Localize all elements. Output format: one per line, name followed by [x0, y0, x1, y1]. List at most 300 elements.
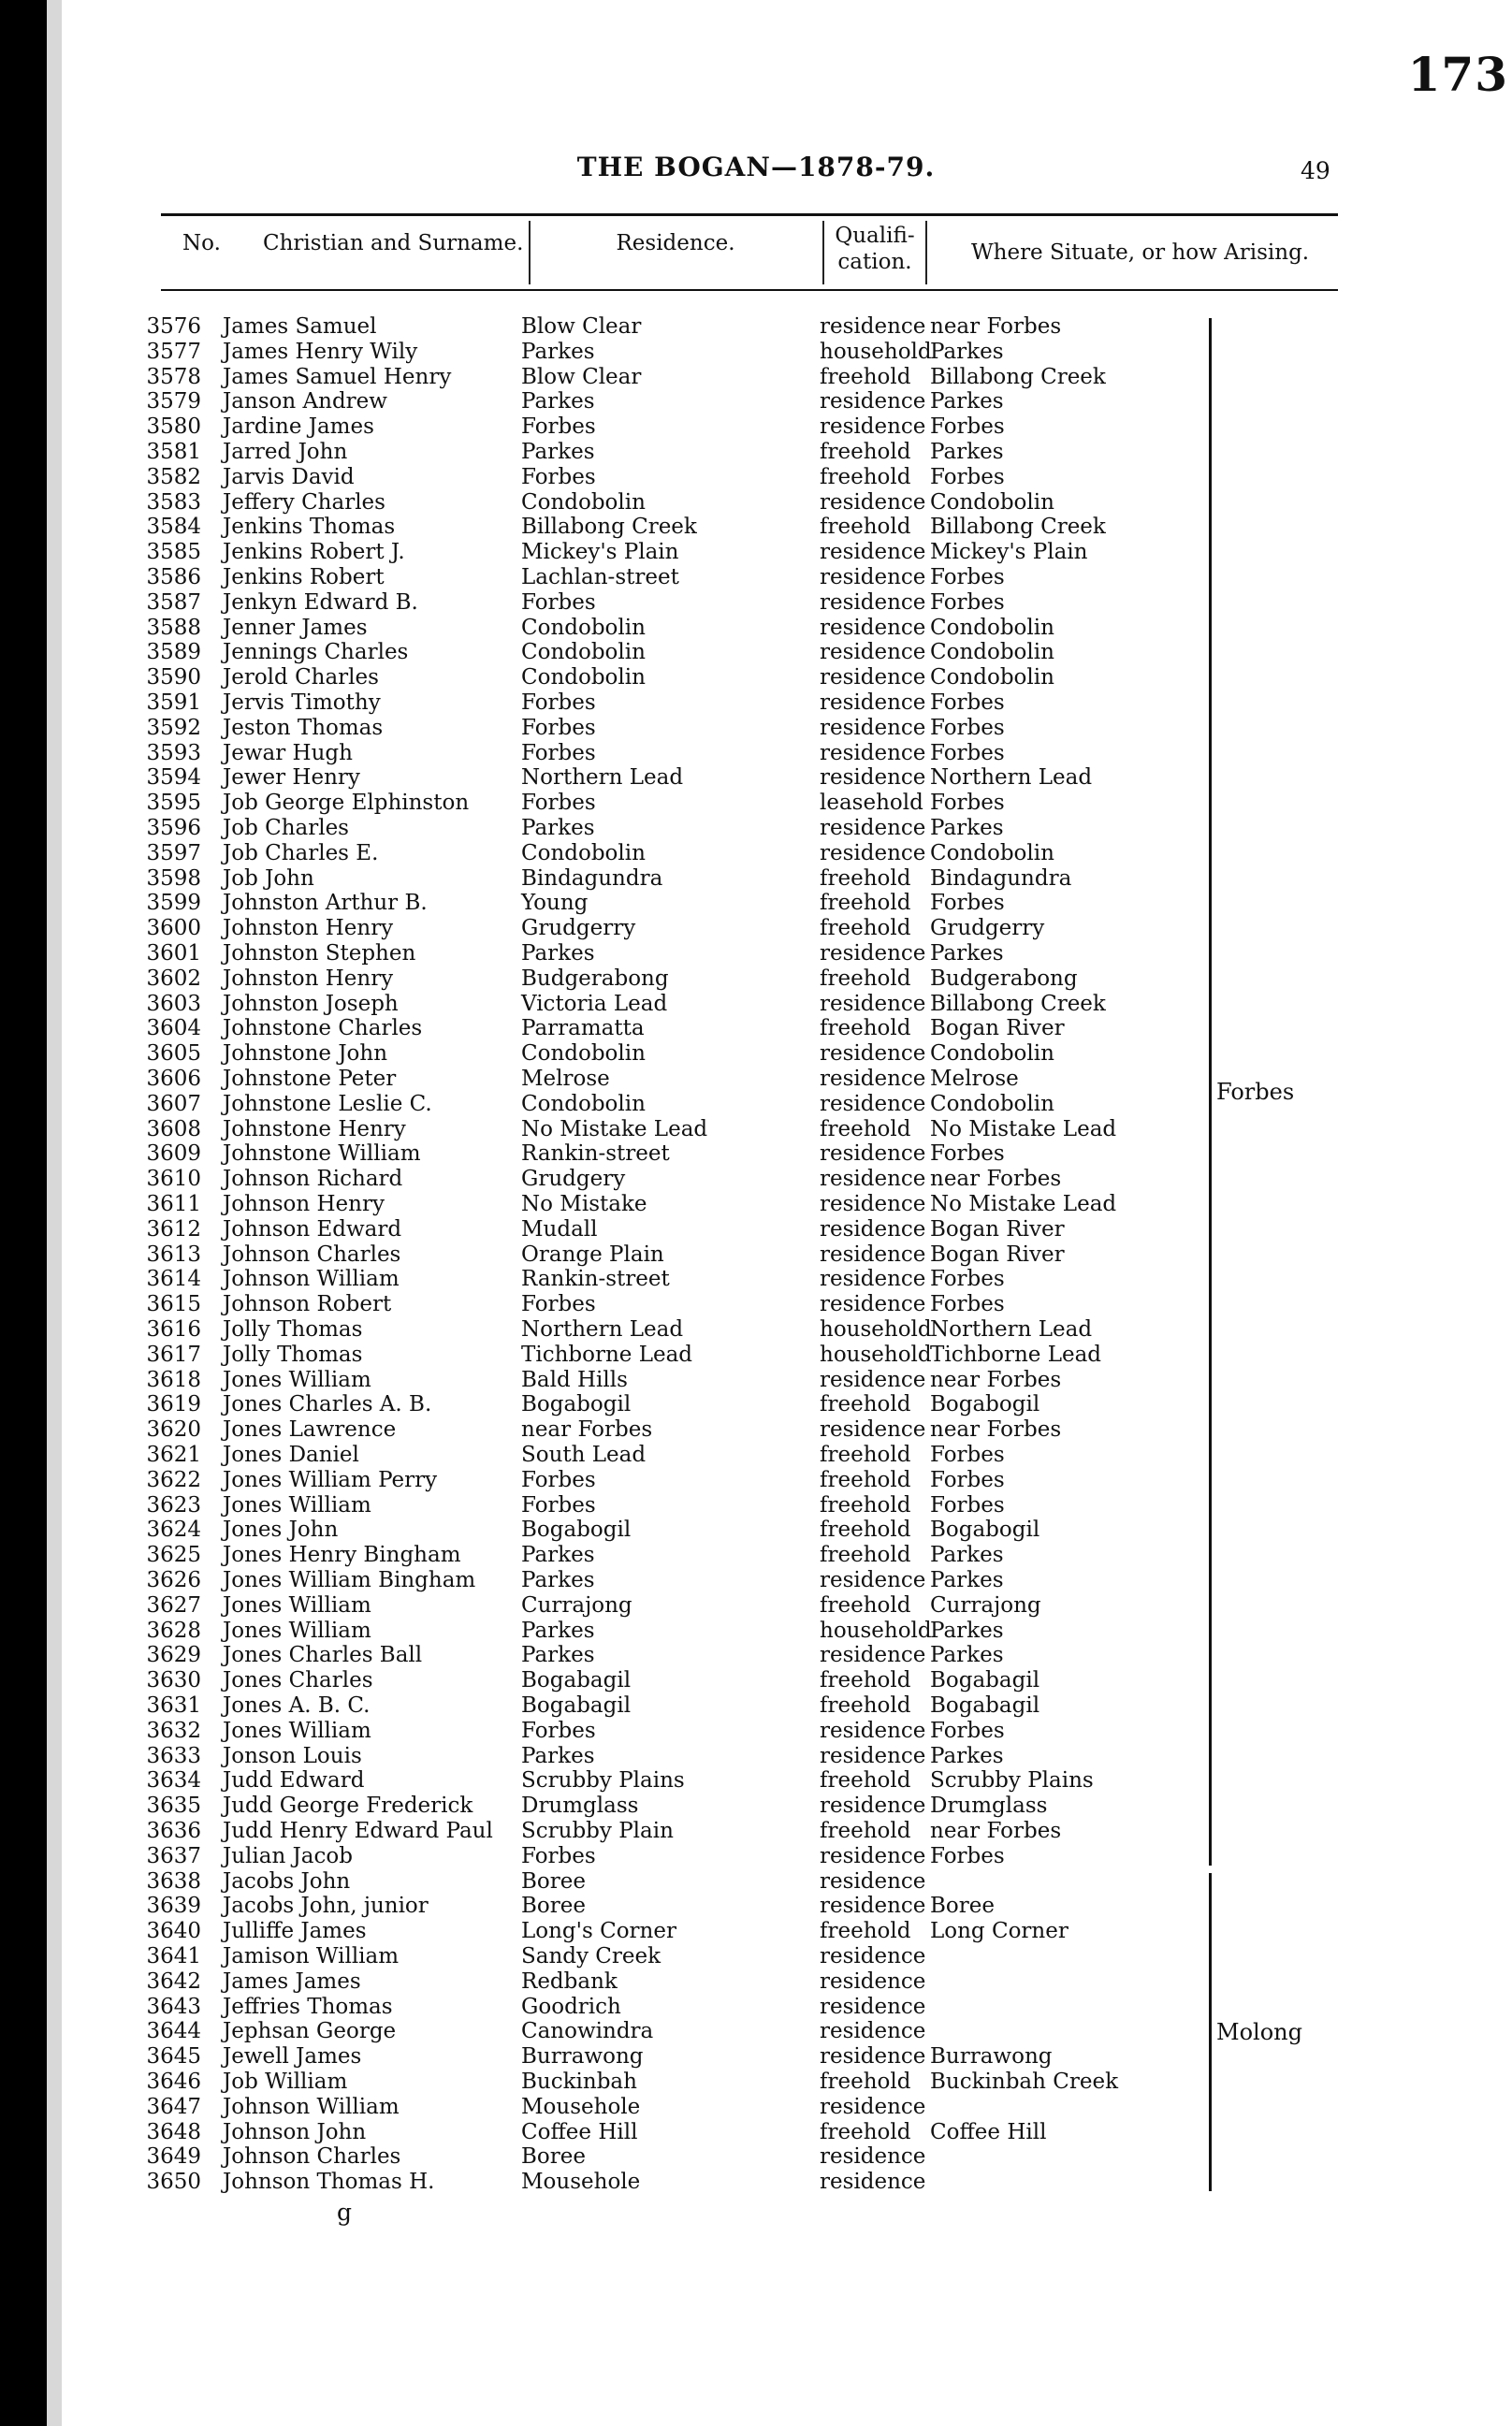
entry-where: Bogan River [930, 1016, 1065, 1041]
table-row [0, 540, 1512, 565]
entry-name: Jenkins Thomas [223, 515, 396, 540]
entry-name: Jonson Louis [223, 1743, 362, 1768]
table-row [0, 665, 1512, 690]
entry-where: Forbes [930, 791, 1005, 816]
entry-where: Condobolin [930, 640, 1054, 665]
entry-where: Condobolin [930, 665, 1054, 690]
table-row [0, 515, 1512, 540]
entry-number: 3625 [146, 1543, 201, 1568]
entry-residence: Coffee Hill [521, 2119, 638, 2144]
table-row [0, 1392, 1512, 1417]
entry-residence: Parkes [521, 941, 595, 966]
entry-name: Jones William [223, 1618, 371, 1643]
entry-qualification: household [820, 1342, 932, 1367]
entry-name: Johnson Edward [223, 1216, 402, 1242]
entry-qualification: residence [820, 1192, 926, 1216]
entry-number: 3585 [146, 540, 201, 565]
entry-qualification: freehold [820, 464, 911, 489]
table-row [0, 1995, 1512, 2020]
entry-where: Bogan River [930, 1242, 1065, 1267]
entry-name: Johnson William [223, 1267, 400, 1292]
entry-number: 3619 [146, 1392, 201, 1417]
entry-name: James Henry Wily [223, 339, 418, 364]
entry-number: 3591 [146, 690, 201, 715]
entry-where: Forbes [930, 464, 1005, 489]
entry-number: 3582 [146, 464, 201, 489]
table-row [0, 1117, 1512, 1142]
entry-qualification: residence [820, 1944, 926, 1968]
entry-where: Coffee Hill [930, 2119, 1047, 2144]
table-row [0, 1593, 1512, 1619]
entry-number: 3600 [146, 916, 201, 941]
entry-name: Jennings Charles [223, 640, 409, 665]
entry-residence: Currajong [521, 1592, 632, 1618]
entry-where: Billabong Creek [930, 364, 1106, 389]
table-row [0, 565, 1512, 590]
entry-residence: Bogabogil [521, 1392, 632, 1417]
entry-name: Jewar Hugh [223, 740, 353, 765]
entry-name: Jenkins Robert [223, 565, 385, 589]
group-label: Molong [1216, 2018, 1302, 2045]
entry-qualification: residence [820, 1167, 926, 1192]
group-label: Forbes [1216, 1078, 1295, 1105]
table-row [0, 1242, 1512, 1268]
entry-number: 3578 [146, 364, 201, 389]
entry-number: 3604 [146, 1016, 201, 1041]
entry-number: 3597 [146, 840, 201, 865]
entry-name: Johnson William [223, 2094, 400, 2119]
entry-where: Forbes [930, 1467, 1005, 1492]
entry-residence: Billabong Creek [521, 515, 697, 540]
table-row [0, 365, 1512, 390]
entry-residence: Grudgerry [521, 916, 636, 941]
entry-residence: near Forbes [521, 1417, 653, 1443]
entry-where: Condobolin [930, 1041, 1054, 1067]
entry-number: 3643 [146, 1994, 201, 2019]
entry-name: Jeffries Thomas [223, 1994, 393, 2019]
entry-qualification: freehold [820, 1693, 911, 1718]
table-row [0, 2070, 1512, 2095]
entry-where: Condobolin [930, 489, 1054, 515]
entry-where: near Forbes [930, 1167, 1062, 1192]
entry-residence: Parkes [521, 1618, 595, 1643]
entry-name: Johnston Henry [223, 916, 394, 941]
entry-where: Forbes [930, 414, 1005, 440]
entry-residence: Forbes [521, 414, 596, 440]
entry-number: 3632 [146, 1718, 201, 1743]
entry-number: 3576 [146, 314, 201, 339]
entry-number: 3633 [146, 1743, 201, 1768]
entry-where: Forbes [930, 1141, 1005, 1167]
entry-number: 3579 [146, 389, 201, 414]
entry-name: Job John [223, 865, 314, 891]
entry-where: Tichborne Lead [930, 1342, 1102, 1367]
entry-qualification: freehold [820, 1768, 911, 1794]
entry-where: Parkes [930, 440, 1004, 464]
entry-where: Forbes [930, 715, 1005, 740]
entry-where: No Mistake Lead [930, 1116, 1117, 1141]
entry-name: Jones Charles A. B. [223, 1392, 432, 1417]
table-row [0, 1518, 1512, 1543]
entry-qualification: freehold [820, 966, 911, 991]
entry-name: Jamison William [223, 1944, 400, 1968]
entry-name: Johnson Charles [223, 1242, 401, 1267]
entry-qualification: residence [820, 565, 926, 589]
table-row [0, 1543, 1512, 1568]
entry-qualification: freehold [820, 891, 911, 916]
entry-name: Jones William Perry [223, 1467, 438, 1492]
folio-number: 173 [1407, 47, 1508, 102]
entry-residence: Boree [521, 2144, 586, 2170]
entry-number: 3626 [146, 1568, 201, 1592]
entry-where: Forbes [930, 1443, 1005, 1467]
table-row [0, 1768, 1512, 1794]
entry-qualification: residence [820, 414, 926, 440]
entry-number: 3577 [146, 339, 201, 364]
entry-name: Job Charles E. [223, 840, 379, 865]
entry-residence: Lachlan-street [521, 565, 679, 589]
entry-where: Condobolin [930, 615, 1054, 640]
table-row [0, 765, 1512, 791]
table-row [0, 389, 1512, 414]
entry-number: 3642 [146, 1968, 201, 1994]
entry-name: Janson Andrew [223, 389, 387, 414]
entry-name: Johnson John [223, 2119, 367, 2144]
entry-number: 3636 [146, 1819, 201, 1843]
entry-number: 3640 [146, 1919, 201, 1944]
table-row [0, 891, 1512, 916]
entry-residence: Parkes [521, 389, 595, 414]
entry-name: Jeston Thomas [223, 715, 384, 740]
table-row [0, 1317, 1512, 1343]
entry-qualification: residence [820, 840, 926, 865]
table-row [0, 1267, 1512, 1292]
entry-residence: Parkes [521, 1543, 595, 1568]
entry-name: Jephsan George [223, 2019, 397, 2044]
entry-where: Parkes [930, 389, 1004, 414]
entry-number: 3641 [146, 1944, 201, 1968]
entry-residence: Forbes [521, 690, 596, 715]
table-row [0, 1343, 1512, 1368]
entry-residence: Bogabagil [521, 1668, 632, 1693]
entry-where: Parkes [930, 1618, 1004, 1643]
table-row [0, 1468, 1512, 1493]
entry-where: Bogan River [930, 1216, 1065, 1242]
entry-name: Johnstone Henry [223, 1116, 406, 1141]
entry-name: Jervis Timothy [223, 690, 381, 715]
entry-where: No Mistake Lead [930, 1192, 1117, 1216]
table-row [0, 1643, 1512, 1668]
entry-name: Johnstone Leslie C. [223, 1091, 432, 1116]
table-row [0, 866, 1512, 892]
entry-name: Johnson Henry [223, 1192, 385, 1216]
entry-name: Jones William [223, 1492, 371, 1518]
entry-qualification: freehold [820, 364, 911, 389]
entry-residence: Forbes [521, 715, 596, 740]
entry-qualification: freehold [820, 2070, 911, 2094]
entry-number: 3623 [146, 1492, 201, 1518]
table-row [0, 1417, 1512, 1443]
entry-where: Forbes [930, 1292, 1005, 1317]
entry-qualification: freehold [820, 1919, 911, 1944]
entry-residence: Condobolin [521, 615, 646, 640]
entry-qualification: freehold [820, 1392, 911, 1417]
entry-number: 3627 [146, 1592, 201, 1618]
entry-qualification: residence [820, 1141, 926, 1167]
entry-name: James Samuel [223, 314, 377, 339]
entry-number: 3612 [146, 1216, 201, 1242]
entry-residence: Bald Hills [521, 1367, 628, 1392]
entry-qualification: residence [820, 540, 926, 565]
entry-where: Condobolin [930, 840, 1054, 865]
table-row [0, 1668, 1512, 1693]
entry-qualification: freehold [820, 1518, 911, 1543]
entry-residence: Parkes [521, 1643, 595, 1668]
entry-number: 3618 [146, 1367, 201, 1392]
entry-residence: Condobolin [521, 840, 646, 865]
entry-residence: Tichborne Lead [521, 1342, 693, 1367]
entry-qualification: residence [820, 2094, 926, 2119]
entry-name: Jones William [223, 1592, 371, 1618]
table-row [0, 1493, 1512, 1518]
header-residence: Residence. [616, 231, 735, 255]
table-row [0, 916, 1512, 941]
entry-residence: Grudgery [521, 1167, 626, 1192]
entry-where: Condobolin [930, 1091, 1054, 1116]
table-row [0, 616, 1512, 641]
entry-where: Long Corner [930, 1919, 1069, 1944]
entry-where: near Forbes [930, 1367, 1062, 1392]
entry-residence: No Mistake Lead [521, 1116, 708, 1141]
entry-qualification: residence [820, 941, 926, 966]
entry-name: Johnson Richard [223, 1167, 403, 1192]
entry-residence: Mousehole [521, 2170, 641, 2195]
entry-name: James James [223, 1968, 361, 1994]
entry-number: 3608 [146, 1116, 201, 1141]
entry-number: 3611 [146, 1192, 201, 1216]
entry-qualification: residence [820, 690, 926, 715]
entry-where: Parkes [930, 941, 1004, 966]
entry-qualification: residence [820, 314, 926, 339]
entry-number: 3595 [146, 791, 201, 816]
table-row [0, 490, 1512, 516]
entry-qualification: freehold [820, 1668, 911, 1693]
entry-number: 3599 [146, 891, 201, 916]
entry-where: Grudgerry [930, 916, 1045, 941]
entry-number: 3644 [146, 2019, 201, 2044]
entry-number: 3614 [146, 1267, 201, 1292]
entry-number: 3630 [146, 1668, 201, 1693]
entry-residence: Boree [521, 1894, 586, 1919]
entry-qualification: freehold [820, 2119, 911, 2144]
table-row [0, 1292, 1512, 1317]
entry-number: 3638 [146, 1868, 201, 1894]
entry-name: James Samuel Henry [223, 364, 452, 389]
entry-residence: Forbes [521, 1492, 596, 1518]
entry-residence: Parkes [521, 1568, 595, 1592]
entry-number: 3616 [146, 1317, 201, 1342]
entry-name: Jewell James [223, 2044, 362, 2070]
entry-where: Parkes [930, 816, 1004, 840]
table-row [0, 414, 1512, 440]
entry-qualification: residence [820, 1216, 926, 1242]
entry-residence: Redbank [521, 1968, 618, 1994]
entry-number: 3634 [146, 1768, 201, 1794]
entry-number: 3610 [146, 1167, 201, 1192]
entry-number: 3650 [146, 2170, 201, 2195]
table-row [0, 992, 1512, 1017]
entry-number: 3605 [146, 1041, 201, 1067]
entry-residence: Blow Clear [521, 314, 642, 339]
entry-residence: Blow Clear [521, 364, 642, 389]
table-row [0, 1819, 1512, 1844]
entry-residence: Forbes [521, 740, 596, 765]
entry-residence: Parkes [521, 1743, 595, 1768]
entry-qualification: residence [820, 1417, 926, 1443]
entry-residence: Orange Plain [521, 1242, 664, 1267]
table-row [0, 340, 1512, 365]
entry-qualification: residence [820, 665, 926, 690]
entry-name: Jones William [223, 1718, 371, 1743]
table-row [0, 1443, 1512, 1468]
table-row [0, 1794, 1512, 1819]
entry-where: Mickey's Plain [930, 540, 1088, 565]
entry-number: 3586 [146, 565, 201, 589]
entry-qualification: residence [820, 389, 926, 414]
entry-residence: Long's Corner [521, 1919, 676, 1944]
entry-residence: Burrawong [521, 2044, 644, 2070]
table-row [0, 1919, 1512, 1944]
entry-where: Forbes [930, 565, 1005, 589]
entry-where: Parkes [930, 1743, 1004, 1768]
entry-number: 3613 [146, 1242, 201, 1267]
entry-name: Johnston Henry [223, 966, 394, 991]
entry-name: Judd Edward [223, 1768, 365, 1794]
signature-mark: g [337, 2199, 353, 2226]
entry-number: 3607 [146, 1091, 201, 1116]
entry-name: Jones Henry Bingham [223, 1543, 461, 1568]
entry-residence: Rankin-street [521, 1267, 670, 1292]
entry-qualification: freehold [820, 1116, 911, 1141]
entry-where: Parkes [930, 1543, 1004, 1568]
entry-name: Jewer Henry [223, 765, 360, 791]
table-row [0, 741, 1512, 766]
entry-qualification: residence [820, 1868, 926, 1894]
entry-residence: Forbes [521, 464, 596, 489]
table-row [0, 1844, 1512, 1869]
entry-residence: Melrose [521, 1067, 610, 1091]
entry-number: 3648 [146, 2119, 201, 2144]
entry-residence: South Lead [521, 1443, 647, 1467]
entry-residence: Forbes [521, 589, 596, 615]
table-row [0, 941, 1512, 966]
table-row [0, 640, 1512, 665]
table-row [0, 314, 1512, 340]
entry-qualification: residence [820, 1894, 926, 1919]
entry-number: 3588 [146, 615, 201, 640]
entry-name: Jenner James [223, 615, 368, 640]
table-row [0, 1744, 1512, 1769]
entry-residence: Goodrich [521, 1994, 621, 2019]
entry-residence: Boree [521, 1868, 586, 1894]
table-row [0, 816, 1512, 841]
entry-name: Johnston Arthur B. [223, 891, 428, 916]
entry-number: 3580 [146, 414, 201, 440]
entry-qualification: household [820, 339, 932, 364]
entry-name: Jacobs John, junior [223, 1894, 429, 1919]
group-brace [1196, 318, 1212, 1866]
entry-name: Jerold Charles [223, 665, 379, 690]
entry-where: Scrubby Plains [930, 1768, 1094, 1794]
entry-residence: Young [521, 891, 589, 916]
entry-number: 3596 [146, 816, 201, 840]
header-name: Christian and Surname. [263, 231, 524, 255]
entry-qualification: residence [820, 2044, 926, 2070]
entry-where: Forbes [930, 1267, 1005, 1292]
entry-residence: Mousehole [521, 2094, 641, 2119]
table-row [0, 1869, 1512, 1895]
entry-where: near Forbes [930, 314, 1062, 339]
entry-name: Jarred John [223, 440, 348, 464]
table-row [0, 791, 1512, 816]
entry-number: 3637 [146, 1843, 201, 1868]
entry-qualification: residence [820, 1968, 926, 1994]
entry-qualification: freehold [820, 1492, 911, 1518]
page-title: THE BOGAN—1878-79. [576, 152, 936, 182]
entry-where: Parkes [930, 1568, 1004, 1592]
table-row [0, 716, 1512, 741]
entry-residence: Condobolin [521, 1041, 646, 1067]
entry-number: 3649 [146, 2144, 201, 2170]
entry-qualification: residence [820, 1843, 926, 1868]
entry-name: Jenkins Robert J. [223, 540, 405, 565]
entry-residence: Canowindra [521, 2019, 654, 2044]
entry-residence: Rankin-street [521, 1141, 670, 1167]
entry-name: Judd George Frederick [223, 1794, 473, 1819]
entry-name: Jones Charles [223, 1668, 373, 1693]
entry-where: Bogabogil [930, 1392, 1040, 1417]
table-row [0, 440, 1512, 465]
entry-where: Parkes [930, 339, 1004, 364]
entry-name: Julian Jacob [223, 1843, 353, 1868]
entry-qualification: residence [820, 640, 926, 665]
entry-number: 3581 [146, 440, 201, 464]
entry-number: 3609 [146, 1141, 201, 1167]
entry-name: Job George Elphinston [223, 791, 470, 816]
entry-residence: Bogabogil [521, 1518, 632, 1543]
table-row [0, 1217, 1512, 1242]
header-qualification-2: cation. [837, 250, 912, 274]
table-row [0, 2120, 1512, 2145]
entry-qualification: residence [820, 1041, 926, 1067]
entry-number: 3603 [146, 991, 201, 1016]
entry-qualification: freehold [820, 1543, 911, 1568]
entry-where: Forbes [930, 891, 1005, 916]
table-row [0, 2095, 1512, 2120]
table-row [0, 1368, 1512, 1393]
entry-qualification: residence [820, 1794, 926, 1819]
entry-residence: Forbes [521, 1292, 596, 1317]
entry-qualification: residence [820, 1367, 926, 1392]
entry-qualification: residence [820, 1718, 926, 1743]
entry-name: Jones A. B. C. [223, 1693, 371, 1718]
entry-qualification: residence [820, 2170, 926, 2195]
entry-residence: No Mistake [521, 1192, 647, 1216]
entry-number: 3602 [146, 966, 201, 991]
entry-residence: Parkes [521, 816, 595, 840]
entry-residence: Scrubby Plain [521, 1819, 674, 1843]
entry-qualification: residence [820, 1643, 926, 1668]
